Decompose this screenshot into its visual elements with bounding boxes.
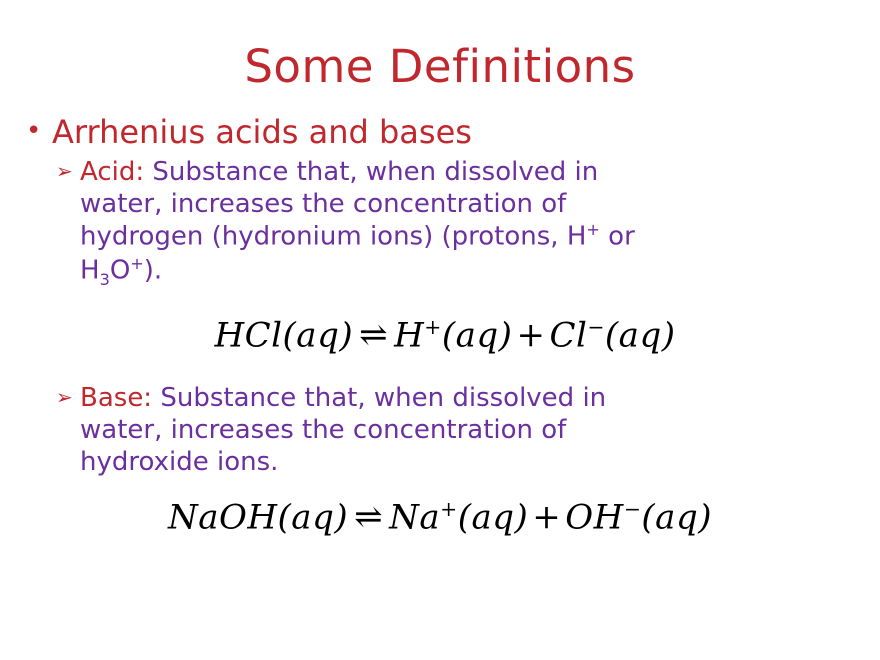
naoh-product1-state: (aq) [457, 496, 529, 537]
equilibrium-arrow-icon: ⇌ [359, 315, 389, 356]
hcl-reactant: HCl(aq) [214, 315, 354, 356]
naoh-product1: Na [389, 496, 441, 537]
acid-line4a: H [80, 255, 100, 286]
acid-definition-block [56, 157, 854, 289]
acid-line4-superscript: + [130, 253, 144, 273]
acid-line2: water, increases the concentration of [80, 188, 567, 219]
base-definition-block [56, 383, 854, 478]
acid-line4-subscript: 3 [99, 269, 110, 289]
slide-body [0, 93, 880, 537]
hcl-equation [26, 315, 854, 355]
base-line3: hydroxide ions. [80, 446, 279, 477]
hcl-product1: H [394, 315, 425, 356]
naoh-reactant: NaOH(aq) [167, 496, 349, 537]
spacer [26, 355, 854, 379]
hcl-product1-state: (aq) [441, 315, 513, 356]
acid-definition-text [80, 157, 635, 289]
base-line2: water, increases the concentration of [80, 415, 567, 446]
hcl-product1-charge: + [424, 315, 442, 340]
acid-line3a: hydrogen (hydronium ions) (protons, H [80, 221, 587, 252]
bullet-acid [56, 157, 854, 289]
acid-line3b: or [599, 221, 635, 252]
acid-label: Acid: [80, 156, 145, 187]
naoh-equation [26, 497, 854, 537]
acid-line4c: ). [143, 255, 163, 286]
bullet-arrhenius-label: Arrhenius acids and bases [52, 113, 472, 151]
acid-line3-superscript: + [586, 220, 600, 240]
naoh-plus-sign: + [532, 496, 562, 537]
bullet-arrhenius [26, 115, 854, 151]
acid-line1: Substance that, when dissolved in [144, 156, 599, 187]
hcl-product2-charge: − [587, 315, 605, 340]
naoh-product2-state: (aq) [641, 496, 712, 537]
page-title: Some Definitions [244, 40, 636, 93]
base-definition-text [80, 383, 606, 478]
naoh-product2: OH [565, 496, 624, 537]
hcl-product2-state: (aq) [604, 315, 676, 356]
acid-line4b: O [109, 255, 131, 286]
hcl-plus-sign: + [516, 315, 546, 356]
base-label: Base: [80, 383, 153, 414]
base-line1: Substance that, when dissolved in [152, 383, 607, 414]
arrow-bullet-icon: ➢ [56, 158, 73, 183]
bullet-base [56, 383, 854, 478]
arrow-bullet-icon: ➢ [56, 385, 73, 410]
naoh-product1-charge: + [440, 496, 458, 521]
naoh-product2-charge: − [623, 496, 642, 521]
equilibrium-arrow-icon: ⇌ [354, 496, 384, 537]
hcl-product2: Cl [549, 315, 588, 356]
bullet-marker-icon: • [26, 116, 42, 146]
